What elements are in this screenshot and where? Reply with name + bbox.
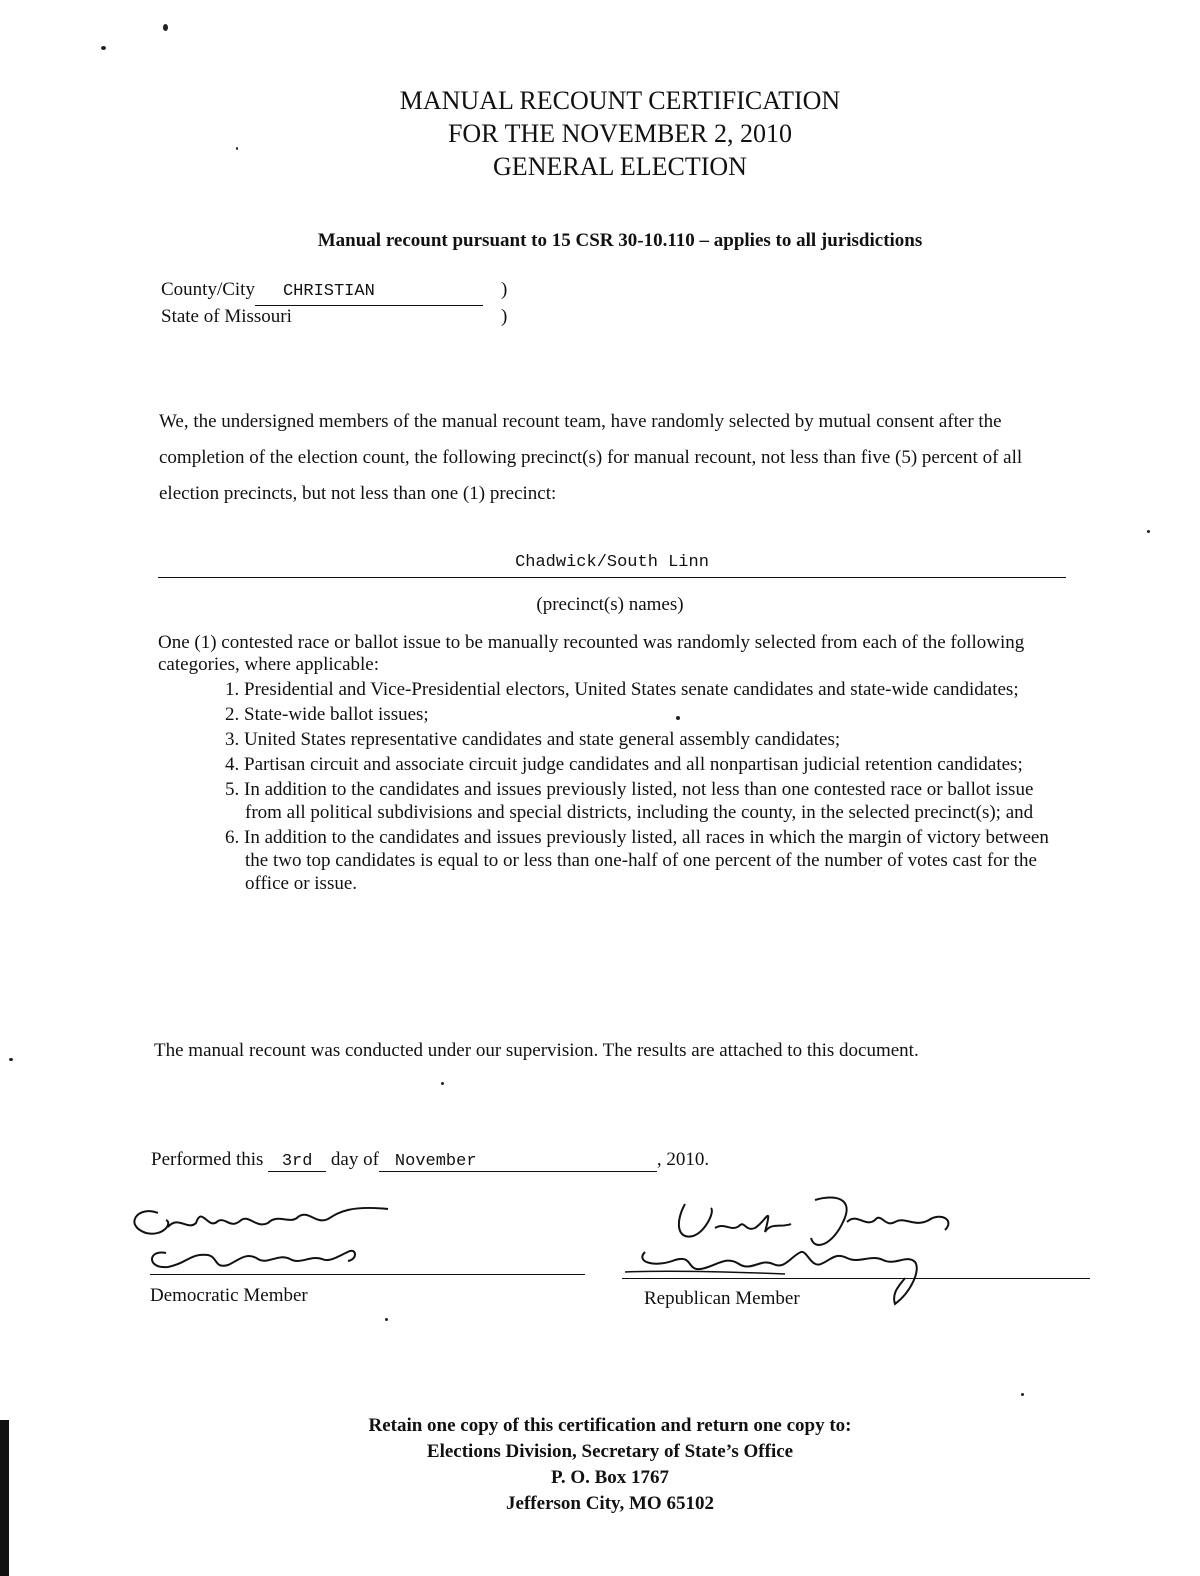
democratic-signature: [118, 1195, 408, 1285]
precinct-caption: (precinct(s) names): [536, 594, 684, 615]
scan-speck: [163, 24, 168, 31]
county-label: County/City: [161, 279, 255, 300]
scan-edge-shadow: [0, 1420, 9, 1576]
category-item: 2. State-wide ballot issues;: [225, 704, 429, 725]
category-item: 6. In addition to the candidates and issues previously listed, all races in which the margin of victory between the two top candidates is equal to or less than one-half of one percent of the number of votes cast for the office or issue.: [225, 827, 1049, 894]
return-instructions: [0, 1413, 1200, 1517]
county-paren: ): [501, 279, 508, 300]
scan-speck: [101, 46, 106, 50]
footer-line-2: Elections Division, Secretary of State’s Office: [426, 1441, 794, 1462]
county-value: CHRISTIAN: [255, 278, 483, 306]
performed-prefix: Performed this: [151, 1149, 264, 1170]
republican-member-label: Republican Member: [644, 1288, 800, 1309]
title-line-3: GENERAL ELECTION: [493, 152, 747, 181]
scan-speck: [9, 1058, 13, 1061]
scan-speck: [385, 1318, 388, 1321]
performed-year: , 2010.: [656, 1149, 710, 1170]
categories-list: [225, 678, 1055, 897]
county-block: [161, 276, 508, 330]
categories-intro: One (1) contested race or ballot issue to be manually recounted was randomly selected from each of the following categories, where applicable:: [158, 632, 1025, 675]
selection-paragraph: We, the undersigned members of the manual recount team, have randomly selected by mutual consent after the completion of the election count, the following precinct(s) for manual recount, not less than five (5) percent of all election precincts, but not less than one (1) precinct:: [159, 411, 1023, 504]
scan-speck: [1021, 1393, 1024, 1396]
footer-line-3: P. O. Box 1767: [550, 1467, 670, 1488]
republican-signature-line: [622, 1278, 1090, 1279]
category-item: 4. Partisan circuit and associate circuit judge candidates and all nonpartisan judicial retention candidates;: [225, 754, 1023, 775]
performed-mid: day of: [330, 1149, 379, 1170]
performed-month: November: [379, 1152, 657, 1172]
document-title: [0, 84, 1200, 183]
scan-speck: [676, 716, 680, 720]
performed-day: 3rd: [268, 1152, 326, 1172]
democratic-signature-line: [150, 1274, 585, 1275]
scan-speck: [441, 1082, 444, 1085]
footer-line-4: Jefferson City, MO 65102: [506, 1493, 714, 1514]
state-paren: ): [501, 306, 508, 327]
title-line-2: FOR THE NOVEMBER 2, 2010: [447, 119, 793, 148]
category-item: 1. Presidential and Vice-Presidential electors, United States senate candidates and state-wide candidates;: [225, 679, 1019, 700]
title-line-1: MANUAL RECOUNT CERTIFICATION: [399, 86, 841, 115]
category-item: 5. In addition to the candidates and issues previously listed, not less than one contested race or ballot issue from all political subdivisions and special districts, including the county, in the selected precinct(s); and: [225, 779, 1034, 823]
democratic-member-label: Democratic Member: [150, 1285, 308, 1306]
county-row: [161, 276, 508, 303]
scan-speck: [236, 147, 238, 150]
category-item: 3. United States representative candidates and state general assembly candidates;: [225, 729, 841, 750]
performed-line: [151, 1149, 709, 1172]
document-subtitle: Manual recount pursuant to 15 CSR 30-10.110 – applies to all jurisdictions: [317, 230, 923, 251]
state-label: State of Missouri: [161, 306, 292, 327]
scan-speck: [1147, 530, 1150, 533]
precinct-value: Chadwick/South Linn: [158, 553, 1066, 578]
footer-line-1: Retain one copy of this certification and return one copy to:: [368, 1415, 852, 1436]
state-row: [161, 303, 508, 330]
supervision-statement: The manual recount was conducted under our supervision. The results are attached to this document.: [154, 1040, 919, 1061]
